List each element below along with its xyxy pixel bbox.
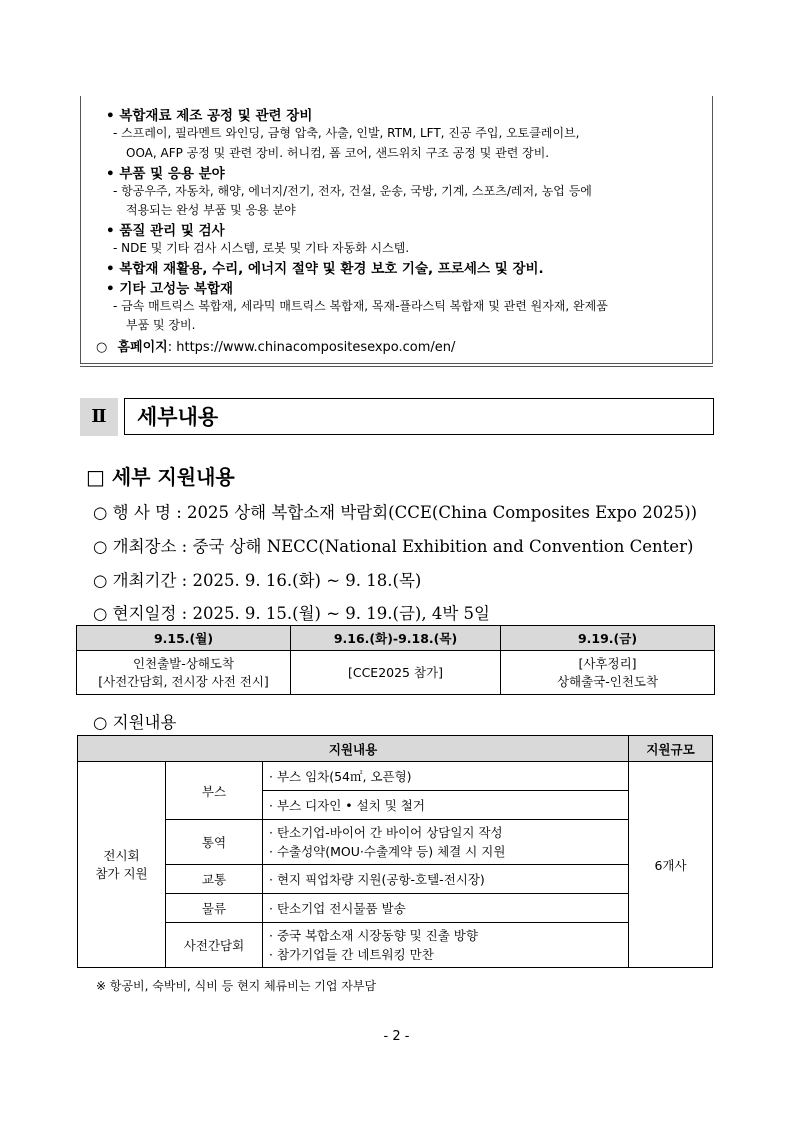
details-heading: □ 세부 지원내용	[86, 465, 235, 489]
support-category-line: 전시회	[103, 847, 140, 863]
support-sub: 통역	[166, 820, 263, 865]
support-category	[78, 762, 166, 968]
schedule-header: 9.15.(월)	[77, 626, 291, 651]
item-desc: 적용되는 완성 부품 및 응용 분야	[126, 203, 296, 217]
item-heading: • 품질 관리 및 검사	[106, 223, 225, 239]
schedule-cell-line: [CCE2025 참가]	[347, 664, 444, 680]
support-item	[263, 865, 629, 894]
support-item	[263, 894, 629, 923]
box-border-bottom-double	[80, 366, 713, 367]
support-item	[263, 791, 629, 820]
box-border-bottom	[80, 363, 713, 364]
support-category-line: 참가 지원	[95, 865, 148, 881]
page-number: - 2 -	[383, 1029, 410, 1044]
section-number: Ⅱ	[80, 398, 118, 436]
schedule-cell	[501, 651, 715, 695]
schedule-header: 9.19.(금)	[501, 626, 715, 651]
homepage-bullet: ○	[96, 340, 108, 355]
schedule-cell	[77, 651, 291, 695]
cost-note: ※ 항공비, 숙박비, 식비 등 현지 체류비는 기업 자부담	[96, 979, 377, 993]
schedule-table	[76, 625, 715, 695]
box-border-left	[80, 96, 81, 364]
support-header-scale: 지원규모	[629, 736, 713, 762]
support-item	[263, 762, 629, 791]
period-row: ○ 개최기간 : 2025. 9. 16.(화) ~ 9. 18.(목)	[93, 571, 422, 590]
support-item-line: · 탄소기업-바이어 간 바이어 상담일지 작성	[269, 825, 503, 840]
support-table	[77, 735, 713, 968]
homepage-line	[96, 336, 455, 355]
schedule-header: 9.16.(화)-9.18.(목)	[291, 626, 501, 651]
support-item-line: · 현지 픽업차량 지원(공항-호텔-전시장)	[269, 871, 485, 887]
support-sub: 부스	[166, 762, 263, 820]
item-desc: OOA, AFP 공정 및 관련 장비. 허니컴, 폼 코어, 샌드위치 구조 공정 및 관련 장비.	[126, 146, 550, 160]
support-item-line: · 부스 디자인 • 설치 및 철거	[269, 797, 425, 813]
item-desc: - NDE 및 기타 검사 시스템, 로봇 및 기타 자동화 시스템.	[113, 241, 410, 255]
homepage-label: 홈페이지	[117, 340, 168, 355]
schedule-cell-line: [사전간담회, 전시장 사전 전시]	[98, 673, 269, 689]
item-desc: - 스프레이, 필라멘트 와인딩, 금형 압축, 사출, 인발, RTM, LFT, 진공 주입, 오토클레이브,	[113, 126, 580, 140]
support-label: ○ 지원내용	[93, 713, 177, 732]
item-desc: 부품 및 장비.	[126, 318, 196, 332]
local-schedule-row: ○ 현지일정 : 2025. 9. 15.(월) ~ 9. 19.(금), 4박 5일	[93, 604, 490, 623]
item-heading: • 기타 고성능 복합재	[106, 281, 234, 297]
support-item	[263, 820, 629, 865]
support-item	[263, 923, 629, 968]
section-title: 세부내용	[124, 398, 714, 435]
item-heading: • 복합재 재활용, 수리, 에너지 절약 및 환경 보호 기술, 프로세스 및 장비.	[106, 261, 544, 277]
item-heading: • 복합재료 제조 공정 및 관련 장비	[106, 108, 313, 124]
schedule-cell-line: [사후정리]	[578, 655, 637, 671]
support-sub: 교통	[166, 865, 263, 894]
homepage-url[interactable]: : https://www.chinacompositesexpo.com/en/	[167, 340, 456, 355]
item-desc: - 항공우주, 자동차, 해양, 에너지/전기, 전자, 건설, 운송, 국방, 기계, 스포츠/레저, 농업 등에	[113, 184, 592, 198]
support-item-line: · 중국 복합소재 시장동향 및 진출 방향	[269, 928, 478, 943]
item-heading: • 부품 및 응용 분야	[106, 166, 225, 182]
schedule-cell	[291, 651, 501, 695]
support-item-line: · 부스 임차(54㎡, 오픈형)	[269, 768, 412, 784]
support-item-line: · 수출성약(MOU·수출계약 등) 체결 시 지원	[269, 844, 506, 859]
exhibit-items-box	[80, 96, 713, 364]
support-scale: 6개사	[629, 762, 713, 968]
support-item-line: · 탄소기업 전시물품 발송	[269, 900, 406, 916]
support-sub: 물류	[166, 894, 263, 923]
event-name-row: ○ 행 사 명 : 2025 상해 복합소재 박람회(CCE(China Composites Expo 2025))	[93, 503, 698, 522]
support-sub: 사전간담회	[166, 923, 263, 968]
support-item-line: · 참가기업들 간 네트워킹 만찬	[269, 947, 434, 962]
box-border-right	[712, 96, 713, 364]
schedule-cell-line: 인천출발-상해도착	[132, 655, 235, 671]
item-desc: - 금속 매트릭스 복합재, 세라믹 매트릭스 복합재, 목재-플라스틱 복합재 및 관련 원자재, 완제품	[113, 299, 608, 313]
schedule-cell-line: 상해출국-인천도착	[556, 673, 659, 689]
venue-row: ○ 개최장소 : 중국 상해 NECC(National Exhibition and Convention Center)	[93, 537, 694, 556]
support-header-content: 지원내용	[78, 736, 629, 762]
